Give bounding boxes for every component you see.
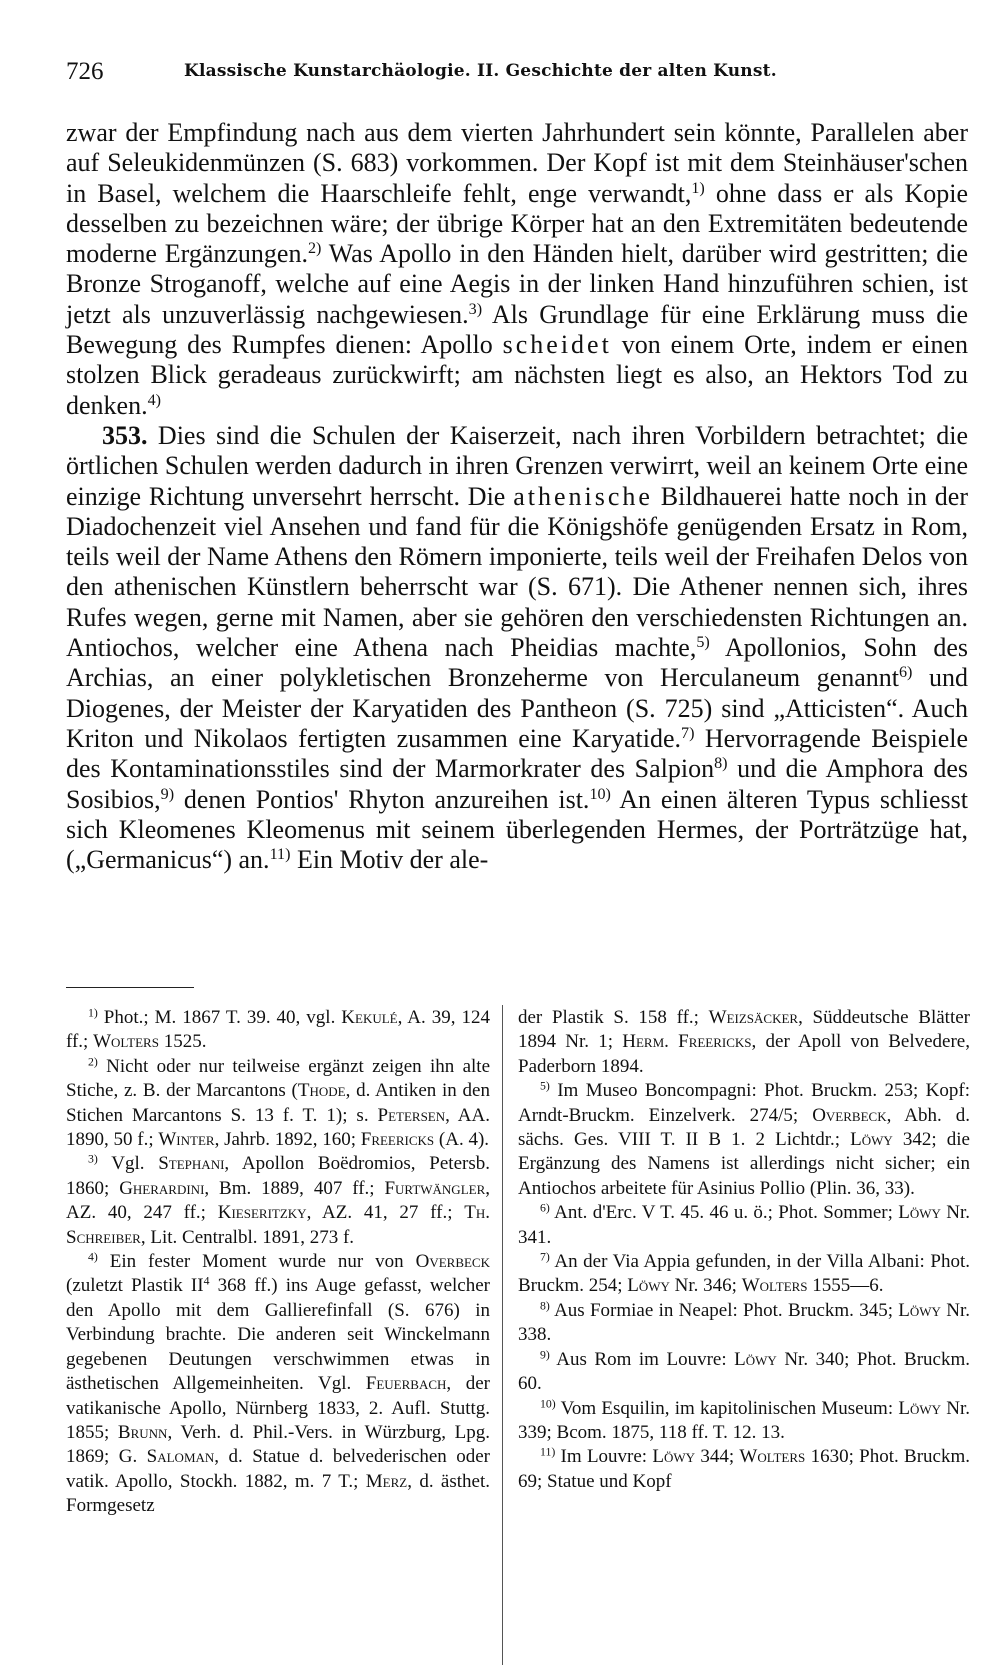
footnote-7 (518, 1250, 970, 1299)
author-name: Gherardini (119, 1177, 205, 1199)
footnote-ref: 7) (681, 725, 695, 743)
text-run: (zuletzt Plastik II (66, 1275, 204, 1297)
text-run: , AZ. 41, 27 ff.; (306, 1202, 465, 1224)
footnote-marker: 4) (88, 1250, 98, 1264)
text-run: , A. 39, 124 ff.; (66, 1007, 490, 1053)
author-name: Löwy (898, 1202, 941, 1224)
text-run: Im Louvre: (555, 1446, 653, 1468)
text-run: Apollonios, Sohn des Archias, an einer polykletischen Bronzeherme von Herculaneum genannt (66, 633, 968, 693)
section-number: 353. (102, 420, 148, 450)
author-name: Wolters (93, 1031, 159, 1053)
author-name: Wolters (741, 1275, 808, 1297)
author-name: Brunn (117, 1421, 168, 1443)
text-run: Nicht oder nur teilweise ergänzt zeigen ihn alte Stiche, z. B. der Marcantons ( (66, 1055, 490, 1102)
footnote-marker: 2) (88, 1055, 98, 1069)
text-run: An der Via Appia gefunden, in der Villa Albani: Phot. Bruckm. 254; (518, 1251, 970, 1297)
footnote-ref: 2) (307, 240, 322, 258)
footnote-marker: 6) (540, 1201, 550, 1215)
author-name: Overbeck (415, 1251, 490, 1273)
edition-superscript: 4 (203, 1275, 210, 1288)
text-run: , Jahrb. 1892, 160; (214, 1129, 361, 1151)
footnote-marker: 7) (540, 1250, 550, 1264)
text-run: der Plastik S. 158 ff.; (518, 1007, 709, 1028)
footnote-ref: 10) (589, 785, 611, 803)
author-name: Petersen (377, 1104, 446, 1126)
text-run: , AZ. 40, 247 ff.; (66, 1177, 490, 1224)
footnote-ref: 5) (696, 634, 710, 652)
spaced-emphasis: athenische (513, 481, 653, 511)
author-name: Löwy (734, 1348, 777, 1370)
footnote-3 (66, 1152, 490, 1250)
text-run: , AA. 1890, 50 f.; (66, 1104, 490, 1151)
author-name: Furtwängler (384, 1177, 486, 1199)
author-name: Löwy (850, 1129, 893, 1151)
footnote-marker: 8) (540, 1299, 550, 1313)
text-run: , Lit. Centralbl. 1891, 273 f. (140, 1226, 355, 1248)
footnote-ref: 11) (269, 846, 291, 864)
text-run: , d. Statue d. belvederischen oder vatik. Apollo, Stockh. 1882, m. 7 T.; (66, 1446, 490, 1492)
text-run: 1630; Phot. Bruckm. 69; Statue und Kopf (518, 1446, 970, 1492)
footnote-10 (518, 1397, 970, 1446)
author-name: Feuerbach (365, 1373, 447, 1395)
text-run: Nr. 346; (669, 1275, 742, 1297)
text-run: Ant. d'Erc. V T. 45. 46 u. ö.; Phot. Sommer; (549, 1202, 899, 1224)
text-run: 344; (695, 1446, 740, 1468)
footnote-rule (66, 987, 194, 988)
text-run: 368 ff.) ins Auge gefasst, welcher den Apollo mit dem Gallierefinfall (S. 676) in Verbindung brachte. Die anderen seit Winckelmann gegebenen Deutungen verschwimmen etwas in ästhetischen Allgemeinheiten. Vgl. (66, 1275, 490, 1395)
footnote-8 (518, 1299, 970, 1348)
text-run: Was Apollo in den Händen hielt, darüber wird gestritten; die Bronze Stroganoff, welche auf eine Aegis in der linken Hand hinzuführen schien, ist jetzt als unzuverlässig nachgewiesen. (66, 239, 969, 329)
footnote-5 (518, 1079, 970, 1201)
text-run: Hervorragende Beispiele des Kontaminationsstiles sind der Marmorkrater des Salpion (66, 723, 968, 784)
footnote-ref: 9) (160, 785, 175, 803)
text-run: Nr. 341. (518, 1202, 970, 1248)
text-run: , Abh. d. sächs. Ges. VIII T. II B 1. 2 Lichtdr.; (518, 1104, 970, 1151)
text-run: , Apollon Boëdromios, Petersb. 1860; (66, 1153, 490, 1199)
text-run: Im Museo Boncompagni: Phot. Bruckm. 253; Kopf: Arndt-Bruckm. Einzelverk. 274/5; (518, 1080, 970, 1126)
author-name: Overbeck (812, 1104, 887, 1126)
text-run: und Diogenes, der Meister der Karyatiden des Pantheon (S. 725) sind „Atticisten“. Auch Kriton und Nikolaos fertigten zusammen eine Karyatide. (66, 663, 968, 753)
author-name: Kieseritzky (217, 1202, 307, 1224)
text-run: , Bm. 1889, 407 ff.; (204, 1177, 385, 1199)
author-name: Wolters (739, 1446, 806, 1468)
text-run: , Süddeutsche Blätter 1894 Nr. 1; (518, 1007, 970, 1053)
text-run: Nr. 340; Phot. Bruckm. 60. (518, 1348, 970, 1395)
text-run: ohne dass er als Kopie desselben zu bezeichnen wäre; der übrige Körper hat an den Extremitäten bedeutende moderne Ergänzungen. (66, 178, 969, 269)
author-name: Thode (297, 1080, 346, 1102)
text-run: Als Grundlage für eine Erklärung muss die Bewegung des Rumpfes dienen: Apollo (66, 299, 968, 360)
text-run: An einen älteren Typus schliesst sich Kleomenes Kleomenus mit seinem überlegenden Hermes, der Porträtzüge hat, („Germanicus“) an. (66, 784, 968, 875)
text-run: Phot.; M. 1867 T. 39. 40, vgl. (97, 1007, 342, 1028)
text-run: Ein fester Moment wurde nur von (97, 1251, 416, 1273)
footnote-11 (518, 1445, 970, 1494)
footnote-column-divider (502, 1005, 503, 1665)
author-name: Th. Schreiber (66, 1202, 491, 1248)
author-name: Saloman (146, 1446, 215, 1468)
running-header (66, 58, 872, 94)
footnote-marker: 10) (540, 1397, 556, 1411)
main-text (66, 118, 968, 875)
author-name: Löwy (652, 1446, 696, 1468)
author-name: Herm. Freericks (622, 1031, 752, 1053)
paragraph-1 (66, 118, 968, 421)
author-name: Winter (158, 1129, 215, 1151)
footnote-9 (518, 1348, 970, 1397)
footnote-marker: 3) (88, 1152, 98, 1166)
text-run: Aus Rom im Louvre: (549, 1348, 735, 1370)
spaced-emphasis: scheidet (502, 330, 612, 360)
footnote-ref: 6) (898, 664, 913, 682)
footnote-ref: 4) (147, 391, 162, 409)
footnotes-left-column (66, 1006, 490, 1519)
footnote-4-continued (518, 1006, 970, 1079)
text-run: zwar der Empfindung nach aus dem vierten Jahrhundert sein könnte, Parallelen aber auf Seleukidenmünzen (S. 683) vorkommen. Der Kopf ist mit dem Steinhäuser'schen in Basel, welchem die Haarschleife fehlt, enge verwandt, (66, 118, 968, 208)
text-run: , d. ästhet. Formgesetz (66, 1470, 490, 1517)
footnote-2 (66, 1055, 490, 1153)
footnote-1 (66, 1006, 490, 1055)
author-name: Kekulé (341, 1007, 398, 1028)
author-name: Löwy (898, 1299, 941, 1321)
page-number: 726 (66, 58, 104, 85)
footnote-marker: 9) (540, 1348, 550, 1362)
footnote-marker: 1) (88, 1006, 98, 1020)
text-run: Vgl. (97, 1153, 159, 1175)
author-name: Weizsäcker (708, 1007, 799, 1028)
author-name: Löwy (898, 1397, 942, 1419)
footnote-marker: 11) (540, 1445, 556, 1459)
text-run: denen Pontios' Rhyton anzureihen ist. (174, 784, 590, 814)
author-name: Stephani (158, 1153, 225, 1175)
footnote-6 (518, 1201, 970, 1250)
text-run: von einem Orte, indem er einen stolzen Blick geradeaus zurückwirft; am nächsten liegt es also, an Hektors Tod zu denken. (66, 330, 968, 420)
text-run: 1555—6. (807, 1275, 884, 1297)
footnote-ref: 8) (714, 755, 728, 773)
text-run: Dies sind die Schulen der Kaiserzeit, nach ihren Vorbildern betrachtet; die örtlichen Schulen werden dadurch in ihren Grenzen verwirrt, weil an keinem Orte eine einzige Richtung unversehrt herrscht. Die (66, 420, 968, 511)
text-run: Nr. 338. (518, 1299, 971, 1346)
text-run: 1525. (158, 1031, 207, 1053)
footnotes-right-column (518, 1006, 970, 1494)
text-run: Vom Esquilin, im kapitolinischen Museum: (555, 1397, 899, 1419)
author-name: Löwy (627, 1275, 670, 1297)
author-name: Merz (365, 1470, 408, 1492)
text-run: Nr. 339; Bcom. 1875, 118 ff. T. 12. 13. (518, 1397, 971, 1443)
footnote-marker: 5) (540, 1079, 550, 1093)
text-run: 342; die Ergänzung des Namens ist allerdings nicht sicher; ein Antiochos arbeitete für Asinius Pollio (Plin. 36, 33). (518, 1129, 970, 1199)
paragraph-2 (66, 421, 968, 875)
running-title: Klassische Kunstarchäologie. II. Geschichte der alten Kunst. (184, 61, 777, 81)
text-run: , der vatikanische Apollo, Nürnberg 1833, 2. Aufl. Stuttg. 1855; (66, 1373, 490, 1443)
author-name: Freericks (360, 1129, 435, 1151)
text-run: , Verh. d. Phil.-Vers. in Würzburg, Lpg. 1869; G. (66, 1421, 490, 1468)
text-run: Bildhauerei hatte noch in der Diadochenzeit viel Ansehen und fand für die Königshöfe genügenden Ersatz in Rom, teils weil der Name Athens den Römern imponierte, teils weil der Freihafen Delos von den athenischen Künstlern beherrscht war (S. 671). Die Athener nennen sich, ihres Rufes wegen, gerne mit Namen, aber sie gehören den verschiedensten Richtungen an. Antiochos, welcher eine Athena nach Pheidias machte, (66, 481, 968, 663)
text-run: (A. 4). (434, 1129, 490, 1151)
footnote-ref: 1) (691, 179, 705, 197)
text-run: Ein Motiv der ale- (290, 845, 489, 875)
text-run: und die Amphora des Sosibios, (66, 754, 968, 814)
text-run: , d. Antiken in den Stichen Marcantons S. 13 f. T. 1); s. (66, 1080, 490, 1126)
footnote-4 (66, 1250, 490, 1518)
footnote-ref: 3) (468, 300, 483, 318)
text-run: , der Apoll von Belvedere, Paderborn 1894. (518, 1031, 970, 1077)
text-run: Aus Formiae in Neapel: Phot. Bruckm. 345; (549, 1299, 899, 1321)
